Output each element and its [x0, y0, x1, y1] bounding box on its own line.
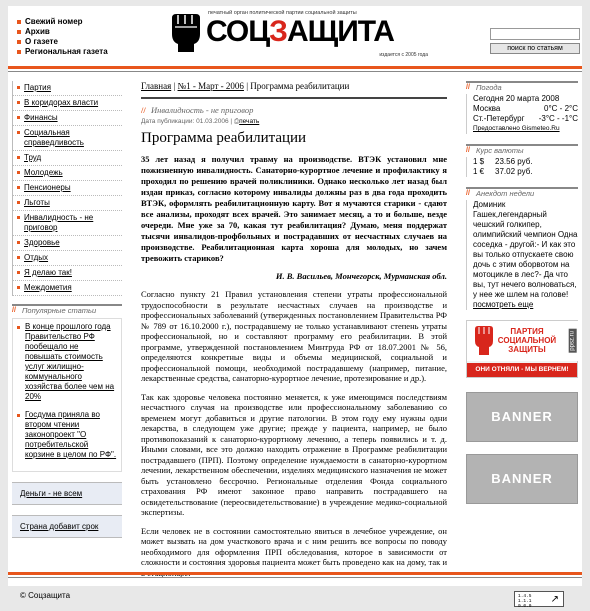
breadcrumb-issue[interactable]: №1 - Март - 2006 [177, 81, 244, 91]
header-rule-orange [8, 66, 582, 69]
nav-regional[interactable]: Региональная газета [17, 47, 108, 57]
breadcrumb-home[interactable]: Главная [141, 81, 172, 91]
article-column [141, 81, 447, 578]
section-menu [12, 81, 122, 296]
breadcrumb-separator: | [171, 81, 178, 91]
weather-row: Москва 0°C - 2°C [473, 104, 578, 113]
counter-values: 1.4.5 1.1.1 0.0.0 [518, 594, 532, 609]
visit-counter[interactable] [514, 591, 564, 607]
related-link-money[interactable]: Деньги - не всем [12, 482, 122, 505]
weather-source-link[interactable]: Предоставлено Gismeteo.Ru [473, 125, 560, 132]
weather-heading: // Погода [466, 81, 578, 92]
popular-heading: // Популярные статьи [12, 304, 122, 315]
article-author: И. В. Васильев, Мончегорск, Мурманская обл. [275, 271, 447, 281]
weather-widget [466, 94, 578, 134]
footer-rule-thin [8, 577, 582, 578]
logo-part-2: АЩИТА [286, 15, 394, 48]
menu-item-rest[interactable]: Отдых [13, 251, 122, 266]
currency-rates [466, 157, 578, 177]
menu-item-disability[interactable]: Инвалидность - не приговор [13, 211, 122, 236]
logo-part-red: З [269, 15, 287, 48]
logo-year-note: издается с 2005 года [379, 52, 428, 58]
top-nav [17, 17, 108, 57]
menu-item-benefits[interactable]: Льготы [13, 196, 122, 211]
related-link-country[interactable]: Страна добавит срок [12, 515, 122, 538]
popular-item[interactable]: В конце прошлого года Правительство РФ пообещало не повышать стоимость услуг жилищно-коммунального хозяйства более чем на 20% [17, 322, 117, 402]
right-column [466, 81, 578, 504]
party-banner[interactable] [466, 320, 578, 378]
footer-copyright: © Соцзащита [20, 591, 71, 600]
rates-heading: // Курс валюты [466, 144, 578, 155]
menu-item-i-do[interactable]: Я делаю так! [13, 266, 122, 281]
article-body [141, 289, 447, 578]
article-rubric: // Инвалидность - не приговор [141, 105, 447, 115]
menu-item-pensioners[interactable]: Пенсионеры [13, 181, 122, 196]
breadcrumb-rule [141, 97, 447, 99]
nav-fresh-issue[interactable]: Свежий номер [17, 17, 108, 27]
party-banner-slogan: ОНИ ОТНЯЛИ - МЫ ВЕРНЕМ! [467, 363, 577, 377]
logo-wordmark [206, 16, 394, 48]
publication-date: Дата публикации: 01.03.2006 | ⎙печать [141, 118, 260, 125]
fist-icon [166, 12, 204, 52]
menu-item-justice[interactable]: Социальная справедливость [13, 126, 122, 151]
weather-row: Ст.-Петербург -3°C - -1°C [473, 114, 578, 123]
joke-more-link[interactable]: посмотреть еще [473, 300, 534, 309]
site-logo[interactable] [166, 10, 432, 64]
menu-item-health[interactable]: Здоровье [13, 236, 122, 251]
nav-archive[interactable]: Архив [17, 27, 108, 37]
rate-row: 1 € 37.02 руб. [473, 167, 533, 176]
menu-item-finance[interactable]: Финансы [13, 111, 122, 126]
search-button[interactable]: поиск по статьям [490, 43, 580, 54]
logo-subtitle: печатный орган политической партии социальной защиты [208, 10, 357, 16]
header-rule-thin [8, 71, 582, 72]
menu-item-party[interactable]: Партия [13, 81, 122, 96]
popular-articles [12, 318, 122, 472]
footer-rule-orange [8, 572, 582, 575]
breadcrumb [141, 81, 447, 92]
logo-part-1: СОЦ [206, 15, 270, 48]
breadcrumb-current: Программа реабилитации [250, 81, 350, 91]
fist-icon [471, 325, 495, 355]
popular-item[interactable]: Госдума приняла во втором чтении законопроект "О потребительской корзине в целом по РФ". [17, 410, 117, 460]
left-column [12, 81, 122, 538]
weather-date: Сегодня 20 марта 2008 [473, 94, 560, 103]
arrow-up-right-icon: ↗ [550, 594, 559, 605]
article-paragraph: Согласно пункту 21 Правил установления степени утраты профессиональной трудоспособности в результате несчастных случаев на производстве и профессиональных заболеваний (утвержденных постановлением Правительства РФ № 789 от 16.10.2000 г.), пострадавшему не только устанавливают степень утраты профессиональной, но и составляют программу его реабилитации. В этой программе, утвержденной постановлением Минтруда РФ от 18.07.2001 № 56, определяются конкретные виды и объемы медицинской, социальной и профессиональной помощи, необходимой пострадавшему (например, питание, лекарственные средства, санаторно-курортное лечение, протезирование и др.). [141, 289, 447, 383]
page [8, 6, 582, 586]
menu-item-labor[interactable]: Труд [13, 151, 122, 166]
menu-item-power[interactable]: В коридорах власти [13, 96, 122, 111]
search-input[interactable] [490, 28, 580, 40]
menu-item-interjections[interactable]: Междометия [13, 281, 122, 296]
joke-widget [466, 200, 578, 310]
nav-about[interactable]: О газете [17, 37, 108, 47]
ad-banner[interactable]: BANNER [466, 454, 578, 504]
article-lead: 35 лет назад я получил травму на производстве. ВТЭК установил мне пожизненную инвалидность. Санаторно-курортное лечение и профилактику я проходил по решению врачей поликлиники. Однако несколько лет назад был издан приказ, согласно которому инвалиды должны раз в два года проходить ВТЭК, оформлять реабилитационную карту. Вот я мучаются старики - сдают все анализы, проходят всех врачей. Это занимает месяц, а то и больше, везде очереди. Мне уже за 70, какая тут реабилитация? Думаю, меня поддержат тысячи инвалидов-профбольных и пострадавших от несчастных случаев на производстве. Реабилитационная карта хороша для молодых, но зачем тревожить стариков? [141, 154, 447, 263]
rate-row: 1 $ 23.56 руб. [473, 157, 533, 166]
party-banner-site: ppsz.ru [570, 331, 576, 351]
print-link[interactable]: печать [239, 118, 260, 125]
article-title: Программа реабилитации [141, 130, 307, 146]
menu-item-youth[interactable]: Молодежь [13, 166, 122, 181]
party-banner-top [467, 321, 579, 361]
article-paragraph: Если человек не в состоянии самостоятельно явиться в лечебное учреждение, он может вызвать на дом участкового врача и с ним решить все вопросы по поводу необходимого для оформления ПРП обследования, которое в зависимости от сложности и состояния здоровья пациента может быть проведено как на дому, так и [141, 525, 447, 567]
ad-banner[interactable]: BANNER [466, 392, 578, 442]
article-paragraph: Так как здоровье человека постоянно меняется, к уже имеющимся последствиям несчастного случая на производстве или профессиональному заболеванию со временем могут добавиться и другие патологии. В этом году ему нужны одни лекарства, в следующем уже другие; прежде у пациента, например, не было противопоказаний к санаторно-курортному лечению, а теперь появились и т. д. Иными словами, все это должно находить отражение в Программе реабилитации пострадавшего (ПРП). Поэтому определение нуждаемости в санаторно-курортном лечении, лекарственном обеспечении, изделиях медицинского назначения не может быть установлено бессрочно. Региональные отделения Фонда социального страхования РФ имеют законное право направить пострадавшего на освидетельствование (переосвидетельствование) в учреждение медико-социальной экспертизы. [141, 391, 447, 517]
print-icon[interactable]: ⎙ [233, 118, 240, 125]
joke-heading: // Анекдот недели [466, 187, 578, 198]
joke-text: Доминик Гашек,легендарный чешский голкипер, олимпийский чемпион Одна соседка - другой:- И как это вы только отпускаете свою дочь с этим оборвотом на мотоцикле в лес?- Да что вы, тут нечего волноваться, у нее же шлем на голове! [473, 200, 578, 299]
breadcrumb-separator: | [243, 81, 251, 91]
party-banner-title: ПАРТИЯ СОЦИАЛЬНОЙ ЗАЩИТЫ [497, 327, 557, 354]
